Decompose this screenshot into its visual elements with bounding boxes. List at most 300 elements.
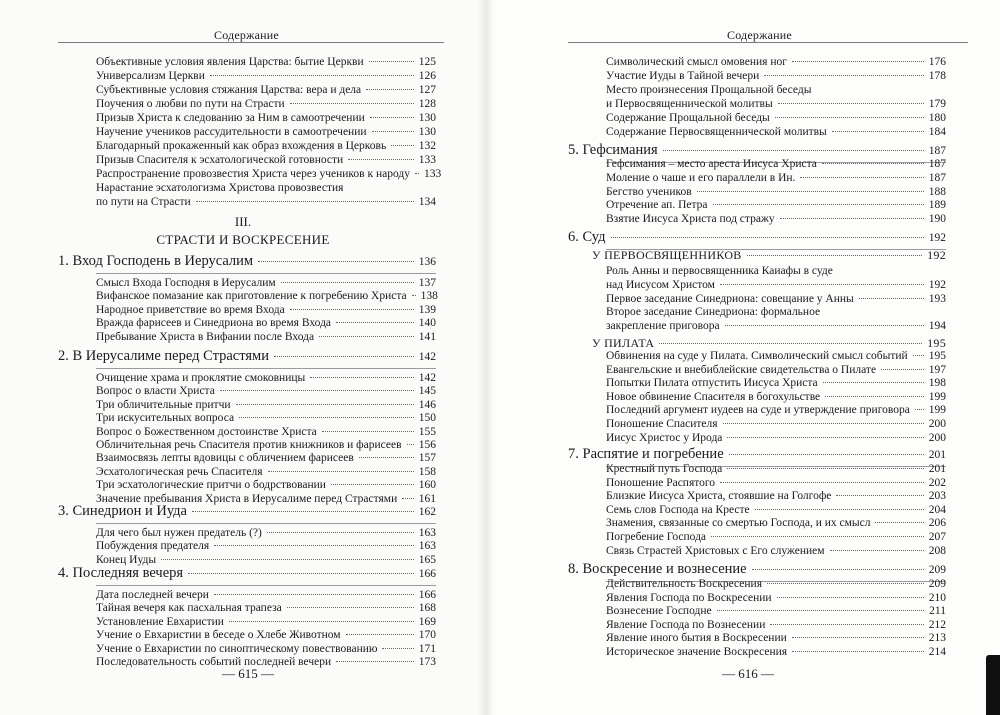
toc-entry-page: 169 — [418, 615, 436, 628]
toc-entry-title: Дата последней вечери — [96, 589, 209, 601]
subsection-heading-leader — [659, 343, 922, 344]
toc-entry-title: Эсхатологическая речь Спасителя — [96, 465, 263, 478]
toc-entry-page: 209 — [928, 578, 946, 590]
toc-entry-title: Связь Страстей Христовых с Его служением — [606, 544, 825, 557]
toc-entry-leader — [711, 536, 924, 537]
toc-entry-page: 158 — [418, 465, 436, 478]
chapter-heading — [58, 503, 436, 520]
toc-entry — [96, 643, 436, 657]
toc-entry — [96, 70, 436, 84]
toc-entry-page: 190 — [928, 213, 946, 226]
toc-entry-title: Поношение Спасителя — [606, 418, 718, 430]
toc-entry-leader — [287, 607, 414, 608]
toc-entry — [606, 56, 946, 70]
toc-entry — [96, 616, 436, 630]
toc-entry-page: 200 — [928, 431, 946, 444]
toc-entry-title: Вражда фарисеев и Синедриона во время Входа — [96, 317, 332, 330]
toc-entry-leader — [832, 131, 924, 132]
toc-entry-leader — [767, 583, 924, 584]
chapter-heading — [568, 229, 946, 246]
chapter-heading — [58, 565, 436, 582]
toc-entry — [606, 531, 946, 545]
toc-entry-multiline-line2-title: над Иисусом Христом — [606, 279, 715, 291]
toc-entry-page: 180 — [928, 112, 946, 124]
chapter-heading-leader — [663, 150, 924, 151]
toc-entry-leader — [372, 131, 414, 132]
toc-entry-title: Благодарный прокаженный как образ вхождения в Церковь — [96, 140, 387, 152]
toc-entry-page: 163 — [418, 527, 436, 539]
toc-entry — [96, 154, 436, 168]
chapter-heading-leader — [611, 237, 924, 238]
toc-entry — [96, 112, 436, 126]
toc-entry-page: 198 — [928, 377, 946, 390]
toc-entry — [96, 317, 436, 331]
toc-entry-leader — [370, 117, 414, 118]
toc-entry-title: Три обличительные притчи — [96, 398, 231, 411]
toc-entry — [96, 56, 436, 70]
toc-entry-title: Крестный путь Господа — [606, 463, 723, 475]
chapter-heading-leader — [729, 454, 924, 455]
toc-entry-title: Семь слов Господа на Кресте — [606, 503, 750, 516]
toc-entry — [606, 158, 946, 172]
toc-entry-title: Пребывание Христа в Вифании после Входа — [96, 330, 315, 343]
toc-entry-page: 171 — [418, 642, 436, 655]
toc-entry-leader — [336, 661, 414, 662]
chapter-heading-title: 7. Распятие и погребение — [568, 446, 724, 462]
toc-entry-leader — [792, 61, 924, 62]
chapter-heading — [568, 142, 946, 159]
toc-entry — [606, 592, 946, 606]
toc-entry-title: Вопрос о власти Христа — [96, 385, 215, 398]
header-rule — [568, 42, 968, 43]
toc-entry — [96, 412, 436, 426]
toc-entry-multiline-line2-page: 194 — [928, 320, 946, 332]
running-head-right: Содержание — [727, 28, 792, 42]
toc-entry-leader — [236, 404, 414, 405]
chapter-heading-title: 5. Гефсимания — [568, 142, 658, 158]
header-rule — [58, 42, 444, 43]
toc-entry-page: 197 — [928, 363, 946, 376]
toc-entry-leader — [775, 117, 924, 118]
toc-entry — [96, 168, 442, 182]
toc-entry-leader — [822, 163, 924, 164]
toc-entry — [606, 350, 946, 364]
toc-entry-page: 204 — [928, 503, 946, 516]
toc-entry-title: Взаимосвязь лепты вдовицы с обличением фарисеев — [96, 452, 354, 465]
toc-entry-title: Учение о Евхаристии в беседе о Хлебе Животном — [96, 629, 341, 642]
chapter-heading-page: 142 — [418, 351, 436, 363]
toc-entry-multiline-line1: Место произнесения Прощальной беседы — [606, 84, 812, 96]
toc-entry-multiline-line2-leader — [720, 284, 924, 285]
toc-entry-leader — [220, 390, 414, 391]
toc-entry — [606, 632, 946, 646]
toc-entry-leader — [800, 177, 923, 178]
toc-entry-page: 160 — [418, 479, 436, 492]
toc-entry-page: 127 — [418, 84, 436, 96]
toc-entry-leader — [836, 495, 923, 496]
toc-entry-page: 156 — [418, 439, 436, 451]
toc-entry-page: 187 — [928, 171, 946, 184]
toc-entry-leader — [415, 173, 419, 174]
toc-entry-title: Три эсхатологические притчи о бодрствовании — [96, 479, 326, 492]
toc-entry-leader — [412, 295, 416, 296]
toc-entry — [606, 213, 946, 227]
toc-entry-title: Очищение храма и проклятие смоковницы — [96, 372, 306, 384]
toc-entry-leader — [875, 522, 923, 523]
toc-entry-multiline-line2-page: 192 — [928, 279, 946, 291]
toc-entry-page: 176 — [928, 56, 946, 68]
toc-entry-title: Призыв Христа к следованию за Ним в самоотречении — [96, 112, 365, 124]
toc-entry-leader — [161, 559, 414, 560]
toc-entry — [96, 372, 436, 386]
toc-entry-multiline-line2-page: 134 — [418, 196, 436, 208]
toc-entry — [96, 126, 436, 140]
chapter-heading — [568, 446, 946, 463]
toc-entry-title: Тайная вечеря как пасхальная трапеза — [96, 602, 282, 615]
page-number-right: — 616 — — [722, 666, 774, 681]
chapter-heading-page: 162 — [418, 506, 436, 518]
toc-entry-title: Погребение Господа — [606, 531, 707, 543]
toc-entry-page: 142 — [418, 372, 436, 384]
toc-entry-leader — [792, 637, 924, 638]
toc-entry-page: 202 — [928, 476, 946, 489]
toc-entry-multiline-line2-page: 179 — [928, 98, 946, 110]
toc-entry — [96, 385, 436, 399]
toc-entry — [96, 540, 436, 554]
toc-entry-title: Вознесение Господне — [606, 605, 712, 618]
toc-entry — [606, 477, 946, 491]
toc-entry-leader — [322, 431, 414, 432]
toc-entry-title: Народное приветствие во время Входа — [96, 303, 285, 316]
toc-entry-page: 207 — [928, 531, 946, 543]
part-title: СТРАСТИ И ВОСКРЕСЕНИЕ — [156, 232, 330, 247]
toc-entry-page: 199 — [928, 404, 946, 417]
toc-entry-page: 199 — [928, 390, 946, 403]
toc-entry-title: Призыв Спасителя к эсхатологической готовности — [96, 154, 344, 166]
toc-entry — [606, 504, 946, 518]
chapter-heading-title: 4. Последняя вечеря — [58, 565, 184, 581]
toc-entry-leader — [310, 377, 414, 378]
toc-entry-title: Последовательность событий последней вечери — [96, 656, 332, 668]
toc-entry-title: Явление Господа по Вознесении — [606, 618, 766, 631]
toc-entry-leader — [402, 498, 414, 499]
chapter-heading-page: 166 — [418, 568, 436, 580]
chapter-heading-title: 3. Синедрион и Иуда — [58, 503, 187, 519]
toc-entry-page: 166 — [418, 589, 436, 601]
toc-entry-title: Явления Господа по Воскресении — [606, 591, 772, 604]
toc-entry — [96, 399, 436, 413]
toc-entry-leader — [881, 369, 924, 370]
toc-entry — [606, 418, 946, 432]
toc-entry-page: 150 — [418, 412, 436, 425]
toc-entry-title: Объективные условия явления Царства: бытие Церкви — [96, 56, 364, 68]
chapter-divider — [96, 368, 436, 369]
toc-entry — [96, 304, 436, 318]
toc-entry-page: 195 — [928, 350, 946, 362]
toc-entry-title: Обвинения на суде у Пилата. Символический смысл событий — [606, 350, 908, 362]
toc-entry-leader — [348, 159, 414, 160]
toc-entry-multiline-line2 — [96, 196, 436, 210]
toc-entry-page: 173 — [418, 656, 436, 668]
part-number: III. — [234, 214, 252, 229]
toc-entry-title: Значение пребывания Христа в Иерусалиме перед Страстями — [96, 492, 398, 505]
toc-entry — [96, 331, 436, 345]
toc-entry-multiline-line2-title: закрепление приговора — [606, 320, 720, 332]
toc-entry — [606, 186, 946, 200]
toc-entry-title: Новое обвинение Спасителя в богохульстве — [606, 390, 821, 403]
toc-entry-page: 132 — [418, 140, 436, 152]
toc-entry-multiline-line2 — [606, 98, 946, 112]
toc-entry — [606, 545, 946, 559]
toc-entry-page: 163 — [418, 540, 436, 553]
chapter-divider — [96, 273, 436, 274]
toc-entry-page: 137 — [418, 277, 436, 289]
toc-entry-title: Побуждения предателя — [96, 540, 210, 553]
toc-entry-title: Универсализм Церкви — [96, 70, 205, 82]
toc-entry-page: 130 — [418, 126, 436, 138]
toc-entry-leader — [359, 457, 414, 458]
toc-entry-multiline-line2 — [606, 320, 946, 334]
toc-entry — [606, 517, 946, 531]
toc-entry-leader — [239, 417, 414, 418]
toc-entry-title: Научение учеников рассудительности в самоотречении — [96, 126, 367, 138]
toc-entry-title: Участие Иуды в Тайной вечери — [606, 70, 760, 82]
toc-entry-title: Явление иного бытия в Воскресении — [606, 632, 787, 645]
toc-entry — [96, 466, 436, 480]
toc-entry — [96, 140, 436, 154]
book-gutter — [478, 0, 494, 715]
toc-entry-leader — [331, 484, 414, 485]
subsection-heading-page: 195 — [927, 336, 946, 350]
toc-entry-leader — [792, 651, 924, 652]
toc-entry-title: Конец Иуды — [96, 553, 157, 566]
toc-entry-leader — [268, 471, 414, 472]
toc-entry-page: 211 — [929, 605, 946, 618]
toc-entry — [606, 605, 946, 619]
toc-entry — [96, 426, 436, 440]
toc-entry-page: 141 — [418, 330, 436, 343]
toc-entry-title: Учение о Евхаристии по синоптическому повествованию — [96, 642, 378, 655]
toc-entry-title: Обличительная речь Спасителя против книжников и фарисеев — [96, 439, 402, 451]
toc-entry-title: Гефсимания – место ареста Иисуса Христа — [606, 158, 817, 170]
toc-entry-title: Содержание Первосвященнической молитвы — [606, 126, 827, 138]
toc-entry-title: Последний аргумент иудеев на суде и утверждение приговора — [606, 404, 910, 417]
toc-entry — [96, 277, 436, 291]
toc-entry-leader — [369, 61, 414, 62]
subsection-heading-leader — [747, 255, 922, 256]
toc-entry-leader — [281, 282, 414, 283]
toc-entry-page: 165 — [418, 553, 436, 566]
chapter-heading-title: 6. Суд — [568, 229, 606, 245]
toc-entry-page: 193 — [928, 293, 946, 305]
toc-entry-leader — [214, 545, 414, 546]
toc-entry-page: 128 — [418, 98, 436, 110]
toc-entry-leader — [407, 444, 414, 445]
toc-entry-leader — [210, 75, 414, 76]
chapter-heading-leader — [188, 573, 414, 574]
toc-entry-page: 168 — [418, 602, 436, 615]
toc-entry-leader — [780, 218, 924, 219]
chapter-divider — [96, 523, 436, 524]
toc-entry-leader — [913, 355, 924, 356]
chapter-heading-leader — [752, 569, 924, 570]
toc-entry-multiline-line1: Нарастание эсхатологизма Христова провозвестия — [96, 182, 344, 194]
chapter-heading — [58, 348, 436, 365]
subsection-heading-title: У ПИЛАТА — [592, 336, 655, 350]
toc-entry-title: Установление Евхаристии — [96, 615, 224, 628]
chapter-heading-page: 201 — [928, 449, 946, 461]
toc-entry-title: Для чего был нужен предатель (?) — [96, 527, 262, 539]
toc-entry-page: 203 — [928, 490, 946, 503]
toc-entry — [96, 527, 436, 541]
toc-entry-title: Вопрос о Божественном достоинстве Христа — [96, 425, 317, 438]
device-edge — [986, 655, 1000, 715]
toc-entry — [96, 84, 436, 98]
toc-entry-title: Иисус Христос у Ирода — [606, 431, 723, 444]
toc-entry-page: 201 — [928, 463, 946, 475]
toc-entry-multiline-line2-leader — [196, 201, 414, 202]
toc-entry-page: 140 — [418, 317, 436, 330]
toc-entry-multiline-line2-leader — [725, 325, 924, 326]
chapter-heading-page: 192 — [928, 232, 946, 244]
toc-entry-leader — [382, 648, 413, 649]
toc-entry — [606, 377, 946, 391]
toc-entry-title: Содержание Прощальной беседы — [606, 112, 770, 124]
toc-entry — [96, 452, 436, 466]
toc-entry-title: Субъективные условия стяжания Царства: вера и дела — [96, 84, 362, 96]
subsection-heading-page: 192 — [927, 248, 946, 262]
running-head-left: Содержание — [214, 28, 279, 42]
toc-entry-title: Бегство учеников — [606, 185, 692, 198]
toc-entry-leader — [825, 396, 924, 397]
toc-entry-page: 178 — [928, 70, 946, 82]
toc-entry-leader — [697, 191, 924, 192]
chapter-heading-page: 136 — [418, 256, 436, 268]
toc-entry-page: 155 — [418, 425, 436, 438]
toc-entry — [96, 589, 436, 603]
toc-entry-page: 138 — [420, 290, 438, 303]
toc-entry — [96, 479, 436, 493]
toc-entry-leader — [391, 145, 414, 146]
toc-entry — [606, 490, 946, 504]
toc-entry — [96, 439, 436, 453]
toc-entry — [606, 578, 946, 592]
toc-entry-title: Отречение ап. Петра — [606, 199, 708, 212]
toc-entry — [96, 290, 436, 304]
toc-entry-page: 133 — [423, 168, 442, 180]
left-page — [0, 0, 486, 715]
toc-entry-title: Взятие Иисуса Христа под стражу — [606, 213, 775, 226]
toc-entry-page: 133 — [418, 154, 436, 166]
toc-entry-leader — [859, 298, 924, 299]
right-page — [486, 0, 1000, 715]
toc-entry-page: 184 — [928, 126, 946, 138]
chapter-heading-leader — [274, 356, 414, 357]
chapter-heading-leader — [258, 261, 414, 262]
toc-entry — [606, 70, 946, 84]
toc-entry-title: Вифанское помазание как приготовление к погребению Христа — [96, 290, 407, 303]
toc-entry-leader — [915, 409, 924, 410]
toc-entry-leader — [214, 594, 414, 595]
toc-entry-multiline-line1: Роль Анны и первосвященника Каиафы в суде — [606, 265, 833, 277]
toc-entry — [96, 629, 436, 643]
toc-entry-leader — [717, 610, 925, 611]
page-number-left: — 615 — — [222, 666, 274, 681]
toc-entry-page: 161 — [418, 492, 436, 505]
toc-entry-multiline-line2-title: по пути на Страсти — [96, 196, 191, 208]
toc-entry — [606, 404, 946, 418]
toc-entry-leader — [720, 482, 924, 483]
chapter-divider — [96, 585, 436, 586]
toc-entry — [96, 602, 436, 616]
toc-entry-multiline-line2 — [606, 279, 946, 293]
toc-entry-page: 189 — [928, 199, 946, 212]
toc-entry-page: 187 — [928, 158, 946, 170]
toc-entry-page: 212 — [928, 618, 946, 631]
toc-entry — [606, 463, 946, 477]
toc-entry-leader — [764, 75, 923, 76]
chapter-heading-page: 187 — [928, 145, 946, 157]
toc-entry-title: Близкие Иисуса Христа, стоявшие на Голгофе — [606, 490, 832, 503]
toc-entry-title: Действительность Воскресения — [606, 578, 762, 590]
toc-entry-page: 208 — [928, 544, 946, 557]
toc-entry-page: 157 — [418, 452, 436, 465]
toc-entry — [606, 432, 946, 446]
chapter-heading-title: 1. Вход Господень в Иерусалим — [58, 253, 254, 269]
toc-entry-leader — [267, 532, 414, 533]
toc-entry — [606, 172, 946, 186]
toc-entry-leader — [727, 437, 923, 438]
subsection-heading — [592, 336, 946, 350]
chapter-heading-leader — [192, 511, 414, 512]
toc-entry-leader — [290, 103, 414, 104]
toc-entry-page: 126 — [418, 70, 436, 82]
toc-entry-title: Знамения, связанные со смертью Господа, и их смысл — [606, 517, 871, 530]
toc-entry-page: 139 — [418, 303, 436, 316]
toc-entry — [606, 293, 946, 307]
toc-entry-multiline-line1: Второе заседание Синедриона: формальное — [606, 306, 821, 318]
toc-entry-page: 213 — [928, 632, 946, 645]
subsection-heading — [592, 248, 946, 262]
toc-entry-page: 146 — [418, 398, 436, 411]
toc-entry-multiline-line2-title: и Первосвященнической молитвы — [606, 98, 773, 110]
toc-entry-title: Распространение провозвестия Христа через учеников к народу — [96, 168, 410, 180]
toc-entry-title: Евангельские и внебиблейские свидетельства о Пилате — [606, 363, 877, 376]
toc-entry — [606, 364, 946, 378]
toc-entry-title: Поучения о любви по пути на Страсти — [96, 98, 285, 110]
toc-entry-leader — [723, 423, 924, 424]
toc-entry-leader — [823, 382, 924, 383]
toc-entry-leader — [727, 468, 924, 469]
toc-entry-leader — [290, 309, 414, 310]
toc-entry-leader — [366, 89, 414, 90]
toc-entry-leader — [229, 621, 414, 622]
toc-entry-title: Смысл Входа Господня в Иерусалим — [96, 277, 276, 289]
toc-entry-leader — [713, 204, 924, 205]
toc-entry-page: 200 — [928, 418, 946, 430]
toc-entry-leader — [755, 509, 924, 510]
toc-entry-title: Поношение Распятого — [606, 476, 716, 489]
chapter-heading — [568, 561, 946, 578]
chapter-heading-title: 2. В Иерусалиме перед Страстями — [58, 348, 269, 364]
toc-entry-leader — [319, 336, 414, 337]
toc-entry-title: Историческое значение Воскресения — [606, 646, 788, 658]
toc-entry-page: 170 — [418, 629, 436, 642]
toc-entry-leader — [777, 597, 924, 598]
toc-entry-leader — [336, 322, 414, 323]
toc-entry — [606, 646, 946, 660]
toc-entry-leader — [346, 634, 414, 635]
